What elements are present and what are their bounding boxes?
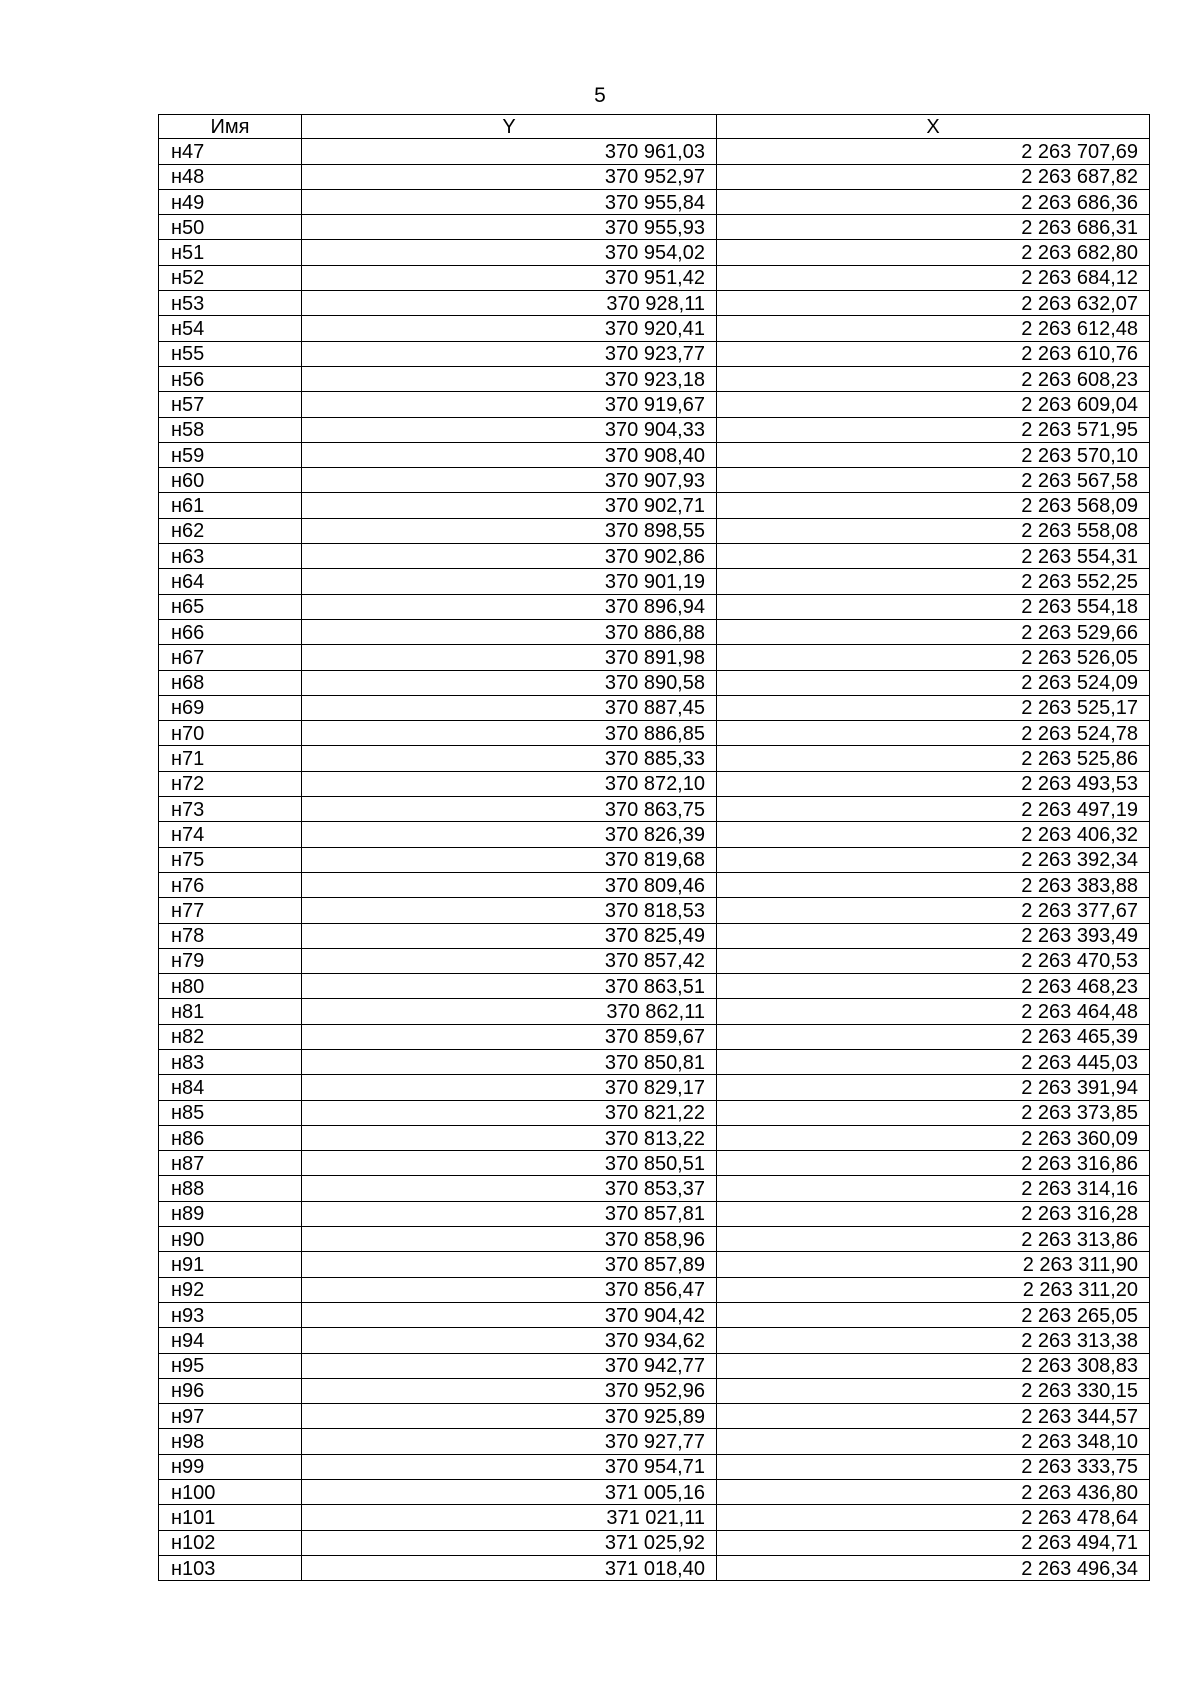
x-coordinate-cell: 2 263 333,75 [717,1454,1150,1479]
y-coordinate-cell: 370 904,33 [302,417,717,442]
x-coordinate-cell: 2 263 610,76 [717,341,1150,366]
y-coordinate-cell: 371 018,40 [302,1555,717,1580]
point-name-cell: н50 [159,215,302,240]
x-coordinate-cell: 2 263 687,82 [717,164,1150,189]
x-coordinate-cell: 2 263 468,23 [717,974,1150,999]
table-row [159,139,1150,164]
table-row [159,417,1150,442]
point-name-cell: н102 [159,1530,302,1555]
y-coordinate-cell: 371 021,11 [302,1505,717,1530]
table-row [159,189,1150,214]
y-coordinate-cell: 370 825,49 [302,923,717,948]
table-row [159,974,1150,999]
x-coordinate-cell: 2 263 552,25 [717,569,1150,594]
y-coordinate-cell: 370 951,42 [302,265,717,290]
y-coordinate-cell: 370 850,81 [302,1049,717,1074]
point-name-cell: н71 [159,746,302,771]
point-name-cell: н95 [159,1353,302,1378]
header-y: Y [302,115,717,139]
header-name: Имя [159,115,302,139]
table-row [159,1227,1150,1252]
y-coordinate-cell: 370 904,42 [302,1302,717,1327]
point-name-cell: н74 [159,822,302,847]
point-name-cell: н90 [159,1227,302,1252]
point-name-cell: н98 [159,1429,302,1454]
x-coordinate-cell: 2 263 344,57 [717,1404,1150,1429]
point-name-cell: н55 [159,341,302,366]
x-coordinate-cell: 2 263 470,53 [717,948,1150,973]
y-coordinate-cell: 370 952,97 [302,164,717,189]
point-name-cell: н99 [159,1454,302,1479]
x-coordinate-cell: 2 263 308,83 [717,1353,1150,1378]
point-name-cell: н73 [159,797,302,822]
x-coordinate-cell: 2 263 571,95 [717,417,1150,442]
point-name-cell: н103 [159,1555,302,1580]
y-coordinate-cell: 370 925,89 [302,1404,717,1429]
table-row [159,797,1150,822]
point-name-cell: н91 [159,1252,302,1277]
table-row [159,240,1150,265]
x-coordinate-cell: 2 263 567,58 [717,468,1150,493]
table-row [159,341,1150,366]
y-coordinate-cell: 370 908,40 [302,442,717,467]
point-name-cell: н69 [159,695,302,720]
point-name-cell: н66 [159,619,302,644]
y-coordinate-cell: 370 954,02 [302,240,717,265]
point-name-cell: н87 [159,1151,302,1176]
point-name-cell: н68 [159,670,302,695]
table-row [159,215,1150,240]
table-row [159,1125,1150,1150]
table-row [159,468,1150,493]
y-coordinate-cell: 370 821,22 [302,1100,717,1125]
table-row [159,1302,1150,1327]
y-coordinate-cell: 370 896,94 [302,594,717,619]
point-name-cell: н67 [159,645,302,670]
table-row [159,1176,1150,1201]
x-coordinate-cell: 2 263 524,78 [717,721,1150,746]
point-name-cell: н76 [159,872,302,897]
x-coordinate-cell: 2 263 529,66 [717,619,1150,644]
x-coordinate-cell: 2 263 525,17 [717,695,1150,720]
y-coordinate-cell: 370 859,67 [302,1024,717,1049]
y-coordinate-cell: 370 961,03 [302,139,717,164]
table-row [159,721,1150,746]
point-name-cell: н93 [159,1302,302,1327]
table-row [159,771,1150,796]
y-coordinate-cell: 370 885,33 [302,746,717,771]
page-number: 5 [594,84,606,107]
y-coordinate-cell: 370 863,75 [302,797,717,822]
point-name-cell: н84 [159,1075,302,1100]
x-coordinate-cell: 2 263 311,20 [717,1277,1150,1302]
y-coordinate-cell: 370 813,22 [302,1125,717,1150]
x-coordinate-cell: 2 263 360,09 [717,1125,1150,1150]
point-name-cell: н51 [159,240,302,265]
point-name-cell: н57 [159,392,302,417]
x-coordinate-cell: 2 263 373,85 [717,1100,1150,1125]
y-coordinate-cell: 370 898,55 [302,518,717,543]
x-coordinate-cell: 2 263 265,05 [717,1302,1150,1327]
table-row [159,442,1150,467]
point-name-cell: н52 [159,265,302,290]
point-name-cell: н72 [159,771,302,796]
header-x: X [717,115,1150,139]
table-row [159,1277,1150,1302]
table-row [159,898,1150,923]
point-name-cell: н86 [159,1125,302,1150]
x-coordinate-cell: 2 263 465,39 [717,1024,1150,1049]
y-coordinate-cell: 370 907,93 [302,468,717,493]
table-row [159,1378,1150,1403]
x-coordinate-cell: 2 263 330,15 [717,1378,1150,1403]
x-coordinate-cell: 2 263 391,94 [717,1075,1150,1100]
table-row [159,1024,1150,1049]
table-row [159,164,1150,189]
x-coordinate-cell: 2 263 313,86 [717,1227,1150,1252]
x-coordinate-cell: 2 263 686,31 [717,215,1150,240]
table-row [159,872,1150,897]
y-coordinate-cell: 370 955,93 [302,215,717,240]
point-name-cell: н82 [159,1024,302,1049]
point-name-cell: н61 [159,493,302,518]
y-coordinate-cell: 370 901,19 [302,569,717,594]
point-name-cell: н56 [159,366,302,391]
point-name-cell: н83 [159,1049,302,1074]
table-row [159,1328,1150,1353]
table-row [159,822,1150,847]
point-name-cell: н78 [159,923,302,948]
point-name-cell: н63 [159,544,302,569]
table-row [159,1252,1150,1277]
table-row [159,1555,1150,1580]
y-coordinate-cell: 371 025,92 [302,1530,717,1555]
table-row [159,1454,1150,1479]
point-name-cell: н92 [159,1277,302,1302]
y-coordinate-cell: 370 919,67 [302,392,717,417]
x-coordinate-cell: 2 263 609,04 [717,392,1150,417]
table-row [159,999,1150,1024]
point-name-cell: н85 [159,1100,302,1125]
y-coordinate-cell: 370 942,77 [302,1353,717,1378]
x-coordinate-cell: 2 263 464,48 [717,999,1150,1024]
y-coordinate-cell: 370 902,86 [302,544,717,569]
point-name-cell: н48 [159,164,302,189]
x-coordinate-cell: 2 263 686,36 [717,189,1150,214]
x-coordinate-cell: 2 263 707,69 [717,139,1150,164]
point-name-cell: н100 [159,1480,302,1505]
table-header-row [159,115,1150,139]
table-row [159,923,1150,948]
x-coordinate-cell: 2 263 383,88 [717,872,1150,897]
table-row [159,291,1150,316]
x-coordinate-cell: 2 263 632,07 [717,291,1150,316]
x-coordinate-cell: 2 263 392,34 [717,847,1150,872]
x-coordinate-cell: 2 263 316,28 [717,1201,1150,1226]
y-coordinate-cell: 370 955,84 [302,189,717,214]
y-coordinate-cell: 370 920,41 [302,316,717,341]
x-coordinate-cell: 2 263 525,86 [717,746,1150,771]
x-coordinate-cell: 2 263 313,38 [717,1328,1150,1353]
y-coordinate-cell: 370 850,51 [302,1151,717,1176]
x-coordinate-cell: 2 263 608,23 [717,366,1150,391]
point-name-cell: н54 [159,316,302,341]
y-coordinate-cell: 370 886,85 [302,721,717,746]
table-row [159,1480,1150,1505]
y-coordinate-cell: 370 826,39 [302,822,717,847]
x-coordinate-cell: 2 263 445,03 [717,1049,1150,1074]
table-row [159,670,1150,695]
point-name-cell: н59 [159,442,302,467]
x-coordinate-cell: 2 263 496,34 [717,1555,1150,1580]
point-name-cell: н75 [159,847,302,872]
y-coordinate-cell: 370 954,71 [302,1454,717,1479]
y-coordinate-cell: 370 829,17 [302,1075,717,1100]
table-row [159,1530,1150,1555]
point-name-cell: н60 [159,468,302,493]
x-coordinate-cell: 2 263 436,80 [717,1480,1150,1505]
x-coordinate-cell: 2 263 554,18 [717,594,1150,619]
table-row [159,544,1150,569]
x-coordinate-cell: 2 263 393,49 [717,923,1150,948]
point-name-cell: н53 [159,291,302,316]
y-coordinate-cell: 370 818,53 [302,898,717,923]
y-coordinate-cell: 370 872,10 [302,771,717,796]
table-row [159,1404,1150,1429]
y-coordinate-cell: 370 863,51 [302,974,717,999]
table-row [159,1429,1150,1454]
point-name-cell: н88 [159,1176,302,1201]
y-coordinate-cell: 371 005,16 [302,1480,717,1505]
point-name-cell: н101 [159,1505,302,1530]
y-coordinate-cell: 370 952,96 [302,1378,717,1403]
x-coordinate-cell: 2 263 316,86 [717,1151,1150,1176]
point-name-cell: н70 [159,721,302,746]
y-coordinate-cell: 370 809,46 [302,872,717,897]
point-name-cell: н77 [159,898,302,923]
y-coordinate-cell: 370 923,18 [302,366,717,391]
point-name-cell: н47 [159,139,302,164]
y-coordinate-cell: 370 928,11 [302,291,717,316]
table-row [159,594,1150,619]
y-coordinate-cell: 370 857,89 [302,1252,717,1277]
x-coordinate-cell: 2 263 311,90 [717,1252,1150,1277]
table-body [159,139,1150,1581]
x-coordinate-cell: 2 263 314,16 [717,1176,1150,1201]
y-coordinate-cell: 370 862,11 [302,999,717,1024]
table-row [159,847,1150,872]
y-coordinate-cell: 370 819,68 [302,847,717,872]
point-name-cell: н94 [159,1328,302,1353]
y-coordinate-cell: 370 853,37 [302,1176,717,1201]
table-row [159,493,1150,518]
x-coordinate-cell: 2 263 497,19 [717,797,1150,822]
point-name-cell: н96 [159,1378,302,1403]
table-row [159,569,1150,594]
y-coordinate-cell: 370 902,71 [302,493,717,518]
table-row [159,948,1150,973]
x-coordinate-cell: 2 263 493,53 [717,771,1150,796]
y-coordinate-cell: 370 857,81 [302,1201,717,1226]
table-row [159,619,1150,644]
table-row [159,746,1150,771]
table-row [159,1201,1150,1226]
point-name-cell: н49 [159,189,302,214]
table-row [159,1049,1150,1074]
table-row [159,1505,1150,1530]
y-coordinate-cell: 370 887,45 [302,695,717,720]
y-coordinate-cell: 370 891,98 [302,645,717,670]
point-name-cell: н81 [159,999,302,1024]
x-coordinate-cell: 2 263 568,09 [717,493,1150,518]
point-name-cell: н62 [159,518,302,543]
y-coordinate-cell: 370 927,77 [302,1429,717,1454]
y-coordinate-cell: 370 923,77 [302,341,717,366]
point-name-cell: н97 [159,1404,302,1429]
table-row [159,1075,1150,1100]
x-coordinate-cell: 2 263 612,48 [717,316,1150,341]
y-coordinate-cell: 370 857,42 [302,948,717,973]
y-coordinate-cell: 370 858,96 [302,1227,717,1252]
x-coordinate-cell: 2 263 684,12 [717,265,1150,290]
table-row [159,366,1150,391]
point-name-cell: н58 [159,417,302,442]
x-coordinate-cell: 2 263 558,08 [717,518,1150,543]
table-row [159,1353,1150,1378]
table-row [159,695,1150,720]
table-row [159,518,1150,543]
point-name-cell: н65 [159,594,302,619]
point-name-cell: н64 [159,569,302,594]
y-coordinate-cell: 370 856,47 [302,1277,717,1302]
y-coordinate-cell: 370 890,58 [302,670,717,695]
point-name-cell: н79 [159,948,302,973]
coordinates-table [158,114,1150,1581]
x-coordinate-cell: 2 263 554,31 [717,544,1150,569]
x-coordinate-cell: 2 263 494,71 [717,1530,1150,1555]
x-coordinate-cell: 2 263 682,80 [717,240,1150,265]
table-row [159,1100,1150,1125]
y-coordinate-cell: 370 934,62 [302,1328,717,1353]
point-name-cell: н80 [159,974,302,999]
x-coordinate-cell: 2 263 570,10 [717,442,1150,467]
table-row [159,645,1150,670]
y-coordinate-cell: 370 886,88 [302,619,717,644]
x-coordinate-cell: 2 263 526,05 [717,645,1150,670]
table-row [159,392,1150,417]
point-name-cell: н89 [159,1201,302,1226]
x-coordinate-cell: 2 263 348,10 [717,1429,1150,1454]
table-row [159,316,1150,341]
x-coordinate-cell: 2 263 406,32 [717,822,1150,847]
table-row [159,1151,1150,1176]
table-row [159,265,1150,290]
x-coordinate-cell: 2 263 478,64 [717,1505,1150,1530]
x-coordinate-cell: 2 263 377,67 [717,898,1150,923]
x-coordinate-cell: 2 263 524,09 [717,670,1150,695]
